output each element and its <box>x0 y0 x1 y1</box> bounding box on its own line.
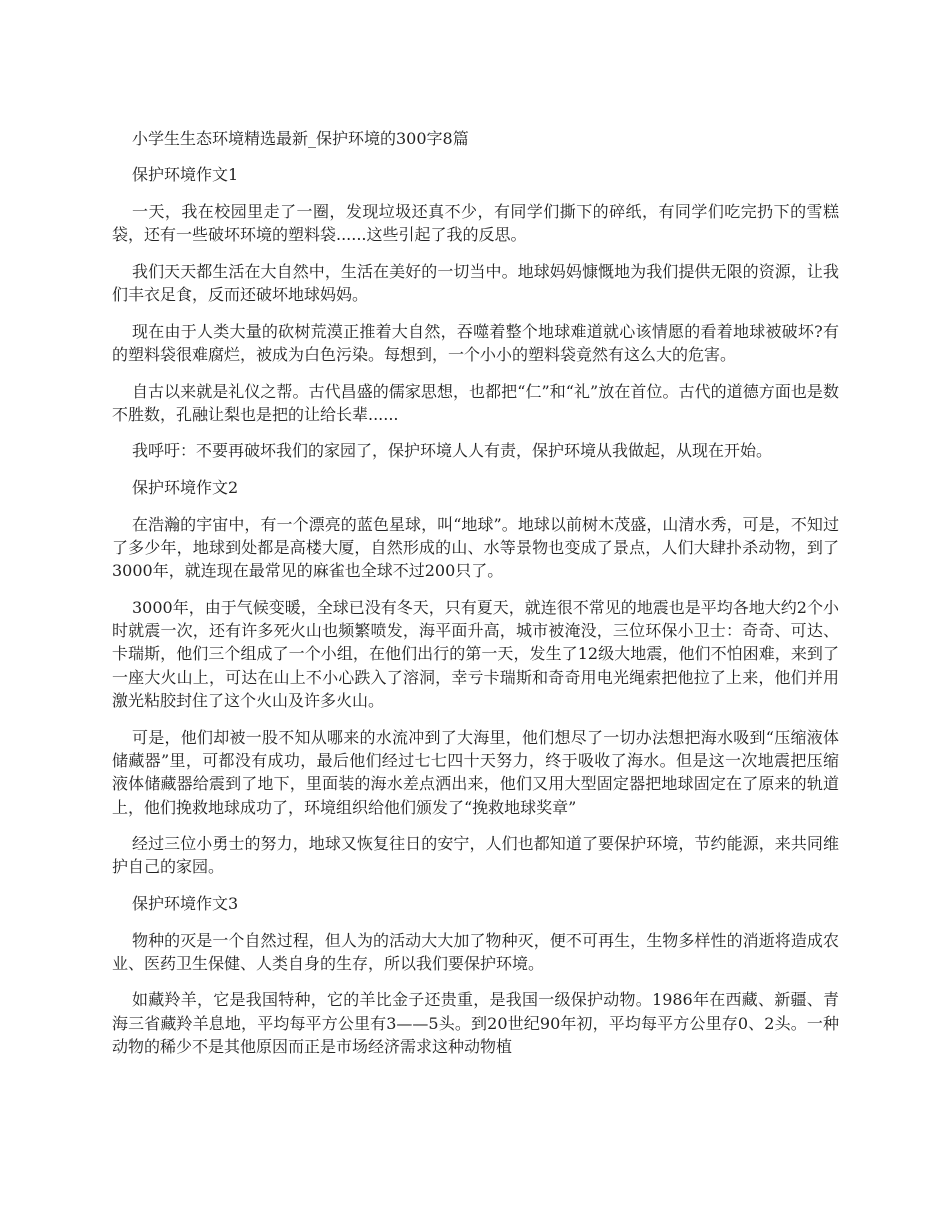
paragraph: 一天，我在校园里走了一圈，发现垃圾还真不少，有同学们撕下的碎纸，有同学们吃完扔下的雪糕袋，还有一些破坏环境的塑料袋......这些引起了我的反思。 <box>112 201 839 245</box>
paragraph: 经过三位小勇士的努力，地球又恢复往日的安宁，人们也都知道了要保护环境，节约能源，来共同维护自己的家园。 <box>112 834 839 877</box>
paragraph: 如藏羚羊，它是我国特种，它的羊比金子还贵重，是我国一级保护动物。1986年在西藏、新疆、青海三省藏羚羊息地，平均每平方公里有3——5头。到20世纪90年初，平均每平方公里存0、2头。一种动物的稀少不是其他原因而正是市场经济需求这种动物植 <box>112 990 839 1057</box>
paragraph: 可是，他们却被一股不知从哪来的水流冲到了大海里，他们想尽了一切办法想把海水吸到“压缩液体储藏器”里，可都没有成功，最后他们经过七七四十天努力，终于吸收了海水。但是这一次地震把压缩液体储藏器给震到了地下，里面装的海水差点洒出来，他们又用大型固定器把地球固定在了原来的轨道上，他们挽救地球成功了，环境组织给他们颁发了“挽救地球奖章” <box>112 727 839 817</box>
paragraph: 3000年，由于气候变暖，全球已没有冬天，只有夏天，就连很不常见的地震也是平均各地大约2个小时就震一次，还有许多死火山也频繁喷发，海平面升高，城市被淹没，三位环保小卫士：奇奇、可达、卡瑞斯，他们三个组成了一个小组，在他们出行的第一天，发生了12级大地震，他们不怕困难，来到了一座大火山上，可达在山上不小心跌入了溶洞，幸亏卡瑞斯和奇奇用电光绳索把他拉了上来，他们并用激光粘胶封住了这个火山及许多火山。 <box>112 597 839 711</box>
paragraph: 自古以来就是礼仪之帮。古代昌盛的儒家思想，也都把“仁”和“礼”放在首位。古代的道德方面也是数不胜数，孔融让梨也是把的让给长辈...... <box>112 381 839 424</box>
section-heading-2: 保护环境作文2 <box>132 478 239 498</box>
paragraph: 物种的灭是一个自然过程，但人为的活动大大加了物种灭，便不可再生，生物多样性的消逝将造成农业、医药卫生保健、人类自身的生存，所以我们要保护环境。 <box>112 930 839 973</box>
document-page <box>112 127 839 1072</box>
section-heading-1: 保护环境作文1 <box>132 165 239 185</box>
paragraph: 我们天天都生活在大自然中，生活在美好的一切当中。地球妈妈慷慨地为我们提供无限的资源，让我们丰衣足食，反而还破坏地球妈妈。 <box>112 261 839 305</box>
paragraph: 我呼吁：不要再破坏我们的家园了，保护环境人人有责，保护环境从我做起，从现在开始。 <box>132 441 773 461</box>
paragraph: 在浩瀚的宇宙中，有一个漂亮的蓝色星球，叫“地球”。地球以前树木茂盛，山清水秀，可是，不知过了多少年，地球到处都是高楼大厦，自然形成的山、水等景物也变成了景点，人们大肆扑杀动物，到了3000年，就连现在最常见的麻雀也全球不过200只了。 <box>112 514 839 581</box>
section-heading-3: 保护环境作文3 <box>132 893 239 913</box>
document-title: 小学生生态环境精选最新_保护环境的300字8篇 <box>132 129 469 148</box>
paragraph: 现在由于人类大量的砍树荒漠正推着大自然，吞噬着整个地球难道就心该情愿的看着地球被破坏?有的塑料袋很难腐烂，被成为白色污染。每想到，一个小小的塑料袋竟然有这么大的危害。 <box>112 321 839 364</box>
